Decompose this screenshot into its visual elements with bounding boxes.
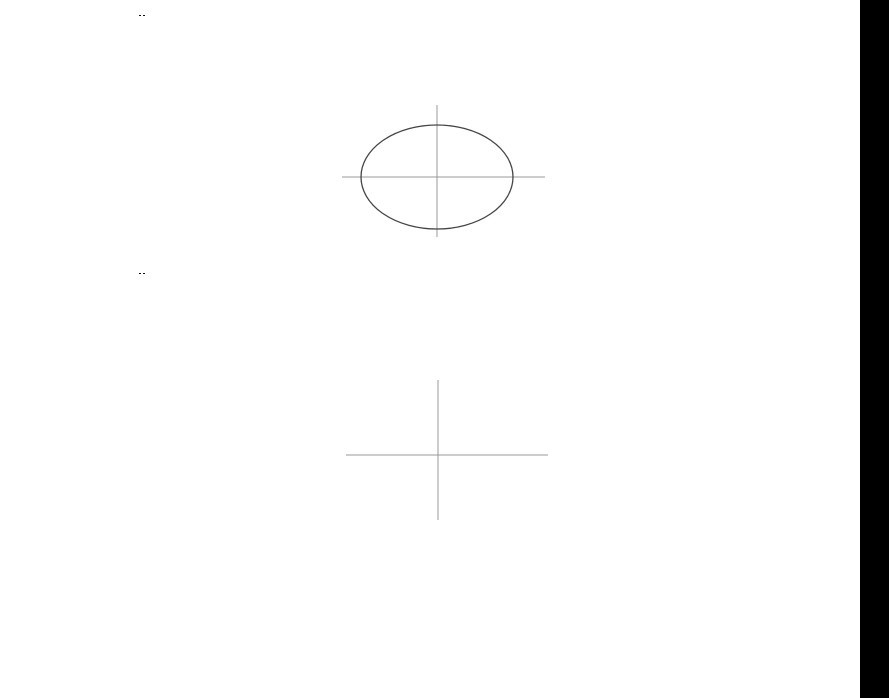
frac-x2-over-9 (139, 15, 141, 16)
part-b-text (138, 259, 760, 283)
frac-y2-over-4 (143, 15, 145, 16)
part-a-line-2 (138, 4, 760, 25)
frac-x2-over-9-b (139, 273, 141, 274)
egg-graph (340, 375, 555, 525)
viewer-border (860, 0, 889, 698)
ellipse-graph (340, 95, 555, 240)
part-b-line-3 (138, 259, 760, 283)
frac-y2-over-4-b (143, 273, 145, 274)
part-a-text (138, 4, 760, 25)
